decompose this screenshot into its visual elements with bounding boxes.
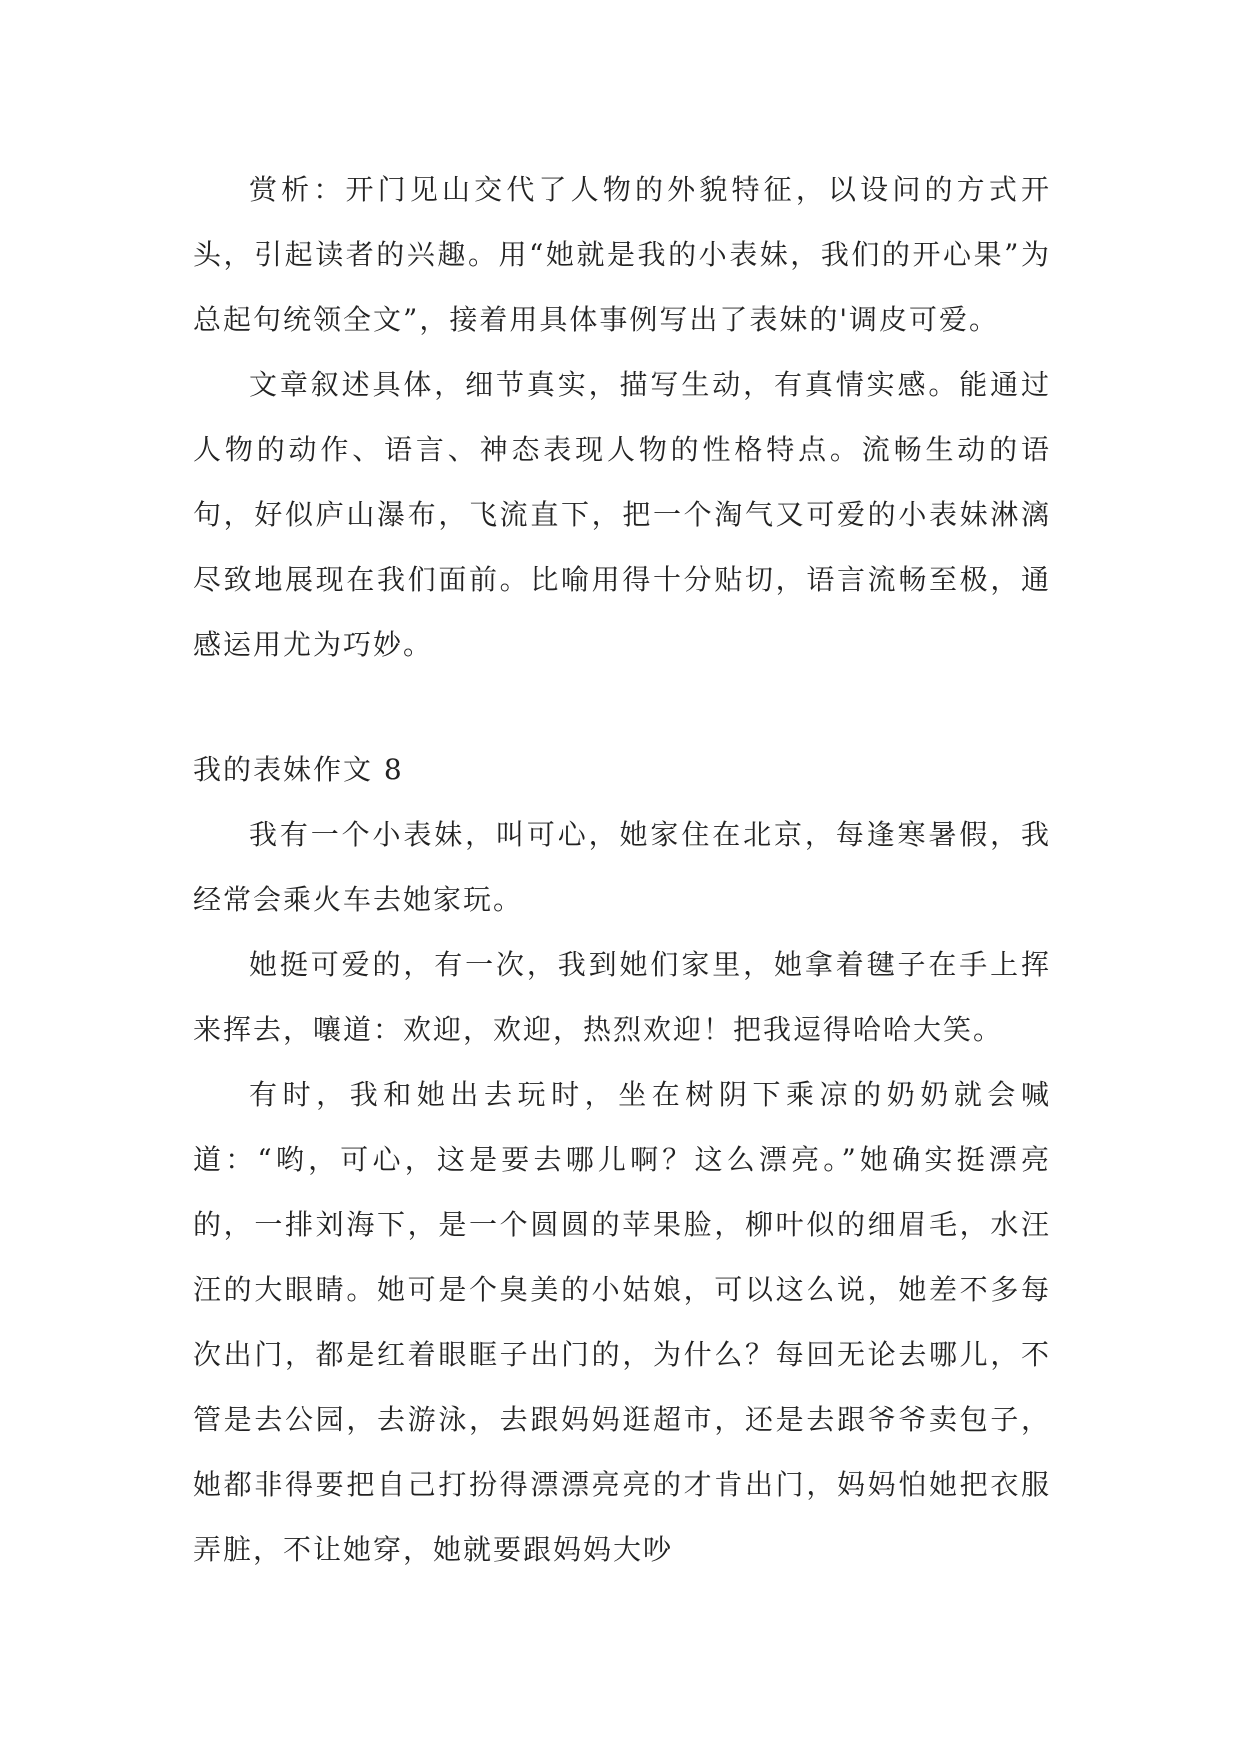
essay-paragraph: 我有一个小表妹，叫可心，她家住在北京，每逢寒暑假，我经常会乘火车去她家玩。 <box>193 818 1051 916</box>
essay-paragraph: 有时，我和她出去玩时，坐在树阴下乘凉的奶奶就会喊道：“哟，可心，这是要去哪儿啊？这么漂亮。”她确实挺漂亮的，一排刘海下，是一个圆圆的苹果脸，柳叶似的细眉毛，水汪汪的大眼睛。她可是个臭美的小姑娘，可以这么说，她差不多每次出门，都是红着眼眶子出门的，为什么？每回无论去哪儿，不管是去公园，去游泳，去跟妈妈逛超市，还是去跟爷爷卖包子，她都非得要把自己打扮得漂漂亮亮的才肯出门，妈妈怕她把衣服弄脏，不让她穿，她就要跟妈妈大吵 <box>193 1078 1051 1566</box>
analysis-paragraph: 赏析：开门见山交代了人物的外貌特征，以设问的方式开头，引起读者的兴趣。用“她就是我的小表妹，我们的开心果”为总起句统领全文”，接着用具体事例写出了表妹的'调皮可爱。 <box>193 173 1051 336</box>
analysis-section <box>193 157 1051 677</box>
essay-title: 我的表妹作文 8 <box>193 753 404 786</box>
essay-section <box>193 737 1051 1582</box>
essay-paragraph: 她挺可爱的，有一次，我到她们家里，她拿着毽子在手上挥来挥去，嚷道：欢迎，欢迎，热烈欢迎！把我逗得哈哈大笑。 <box>193 948 1051 1046</box>
analysis-paragraph: 文章叙述具体，细节真实，描写生动，有真情实感。能通过人物的动作、语言、神态表现人物的性格特点。流畅生动的语句，好似庐山瀑布，飞流直下，把一个淘气又可爱的小表妹淋漓尽致地展现在我们面前。比喻用得十分贴切，语言流畅至极，通感运用尤为巧妙。 <box>193 368 1051 661</box>
